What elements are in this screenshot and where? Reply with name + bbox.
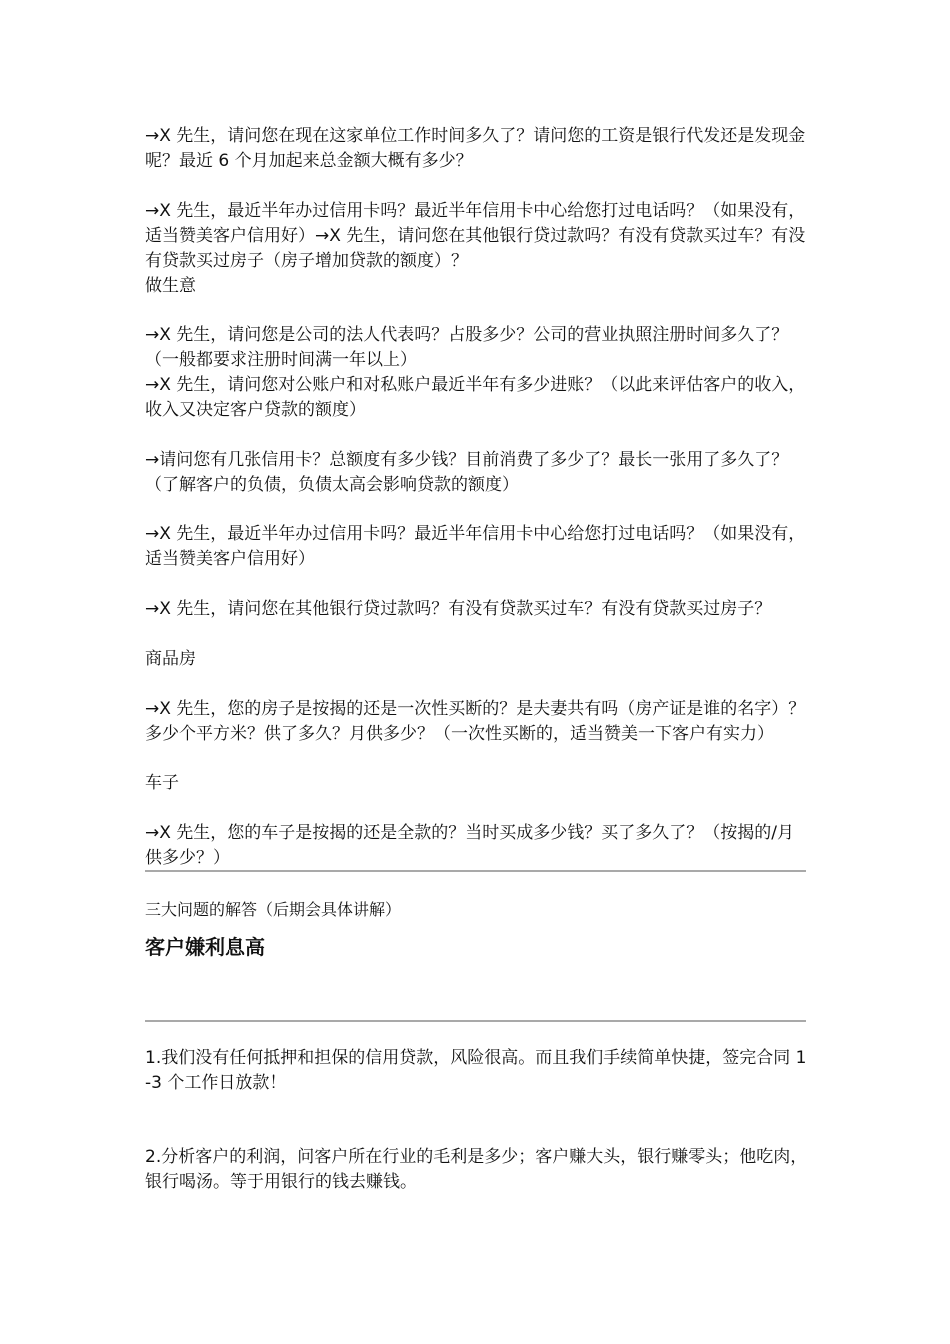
question-account-income: →X 先生，请问您对公账户和对私账户最近半年有多少进账？（以此来评估客户的收入，收入又决定客户贷款的额度） bbox=[145, 375, 806, 420]
section-title: 三大问题的解答（后期会具体讲解） bbox=[145, 900, 402, 919]
question-credit-cards: →请问您有几张信用卡？总额度有多少钱？目前消费了多少了？最长一张用了多久了？（了解客户的负债，负债太高会影响贷款的额度） bbox=[145, 450, 789, 495]
label-house: 商品房 bbox=[145, 649, 196, 669]
question-work-salary: →X 先生，请问您在现在这家单位工作时间多久了？请问您的工资是银行代发还是发现金呢？最近 6 个月加起来总金额大概有多少？ bbox=[145, 126, 806, 171]
question-legal-representative: →X 先生，请问您是公司的法人代表吗？占股多少？公司的营业执照注册时间多久了？（一般都要求注册时间满一年以上） bbox=[145, 325, 789, 370]
divider-top bbox=[145, 870, 806, 872]
divider-bottom bbox=[145, 1020, 806, 1022]
answer-2: 2.分析客户的利润，问客户所在行业的毛利是多少；客户赚大头，银行赚零头；他吃肉，银行喝汤。等于用银行的钱去赚钱。 bbox=[145, 1147, 808, 1192]
heading-interest-high: 客户嫌利息高 bbox=[145, 935, 265, 959]
question-credit-loans: →X 先生，最近半年办过信用卡吗？最近半年信用卡中心给您打过电话吗？（如果没有，适当赞美客户信用好）→X 先生，请问您在其他银行贷过款吗？有没有贷款买过车？有没有贷款买过房子（房子增加贷款的额度）？ bbox=[145, 201, 806, 271]
question-other-bank-loans: →X 先生，请问您在其他银行贷过款吗？有没有贷款买过车？有没有贷款买过房子？ bbox=[145, 599, 772, 619]
label-car: 车子 bbox=[145, 773, 179, 793]
answer-1: 1.我们没有任何抵押和担保的信用贷款，风险很高。而且我们手续简单快捷，签完合同 1-3 个工作日放款！ bbox=[145, 1048, 807, 1093]
question-credit-card-center: →X 先生，最近半年办过信用卡吗？最近半年信用卡中心给您打过电话吗？（如果没有，适当赞美客户信用好） bbox=[145, 524, 806, 569]
question-car-loan: →X 先生，您的车子是按揭的还是全款的？当时买成多少钱？买了多久了？（按揭的/月供多少？） bbox=[145, 823, 795, 868]
label-business: 做生意 bbox=[145, 276, 196, 296]
question-house-mortgage: →X 先生，您的房子是按揭的还是一次性买断的？是夫妻共有吗（房产证是谁的名字）？多少个平方米？供了多久？月供多少？（一次性买断的，适当赞美一下客户有实力） bbox=[145, 699, 806, 744]
